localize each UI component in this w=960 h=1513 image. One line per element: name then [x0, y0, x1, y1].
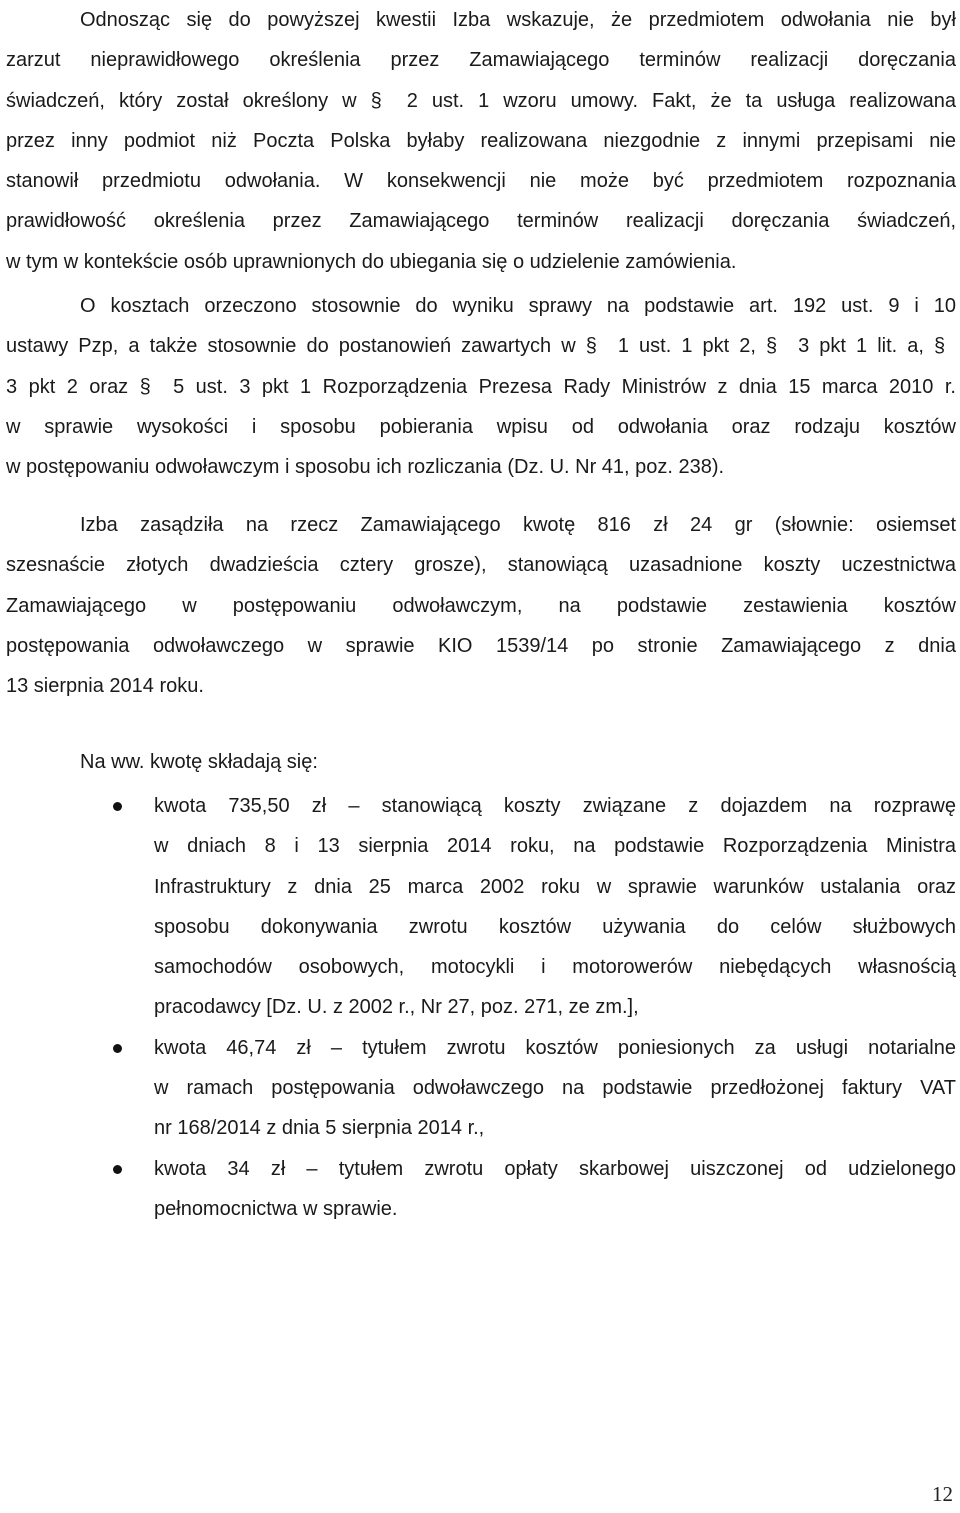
section-sign-icon: §: [934, 335, 946, 358]
text-line: samochodów osobowych, motocykli i motorowerów niebędących własnością: [154, 956, 956, 979]
text-fragment: ustawy Pzp, a także stosownie do postanowień zawartych w: [6, 335, 576, 358]
text-line: Odnosząc się do powyższej kwestii Izba wskazuje, że przedmiotem odwołania nie był: [80, 9, 956, 31]
text-line: Izba zasądziła na rzecz Zamawiającego kwotę 816 zł 24 gr (słownie: osiemset: [80, 514, 956, 536]
text-line: nr 168/2014 z dnia 5 sierpnia 2014 r.,: [154, 1117, 485, 1140]
paragraph-award: [6, 505, 956, 706]
paragraph-costs-basis: [6, 286, 956, 487]
cost-breakdown-list: [6, 786, 956, 1229]
text-fragment: 5 ust. 3 pkt 1 Rozporządzenia Prezesa Rady Ministrów z dnia 15 marca 2010 r.: [173, 375, 956, 398]
bullet-icon: [113, 1165, 122, 1174]
page-number: 12: [932, 1482, 953, 1506]
section-sign-icon: §: [370, 89, 382, 112]
text-line: [6, 326, 956, 366]
text-line: szesnaście złotych dwadzieścia cztery grosze), stanowiącą uzasadnione koszty uczestnictwa: [6, 554, 956, 577]
section-sign-icon: §: [139, 375, 151, 398]
text-fragment: 1 ust. 1 pkt 2,: [617, 335, 756, 358]
list-intro: Na ww. kwotę składają się:: [80, 751, 318, 773]
text-line: w tym w kontekście osób uprawnionych do ubiegania się o udzielenie zamówienia.: [6, 250, 737, 273]
text-fragment: 3 pkt 1 lit. a,: [798, 335, 924, 358]
text-line: kwota 34 zł – tytułem zwrotu opłaty skarbowej uiszczonej od udzielonego: [154, 1157, 956, 1180]
text-line: w ramach postępowania odwoławczego na podstawie przedłożonej faktury VAT: [154, 1077, 956, 1100]
text-line: O kosztach orzeczono stosownie do wyniku sprawy na podstawie art. 192 ust. 9 i 10: [80, 295, 956, 317]
text-line: zarzut nieprawidłowego określenia przez Zamawiającego terminów realizacji doręczania: [6, 49, 956, 72]
text-line: [6, 367, 956, 407]
text-line: pełnomocnictwa w sprawie.: [154, 1197, 398, 1220]
bullet-icon: [113, 1044, 122, 1053]
text-line: kwota 46,74 zł – tytułem zwrotu kosztów poniesionych za usługi notarialne: [154, 1036, 956, 1059]
text-fragment: 3 pkt 2 oraz: [6, 375, 129, 398]
text-line: w postępowaniu odwoławczym i sposobu ich rozliczania (Dz. U. Nr 41, poz. 238).: [6, 456, 725, 479]
text-line: w sprawie wysokości i sposobu pobierania wpisu od odwołania oraz rodzaju kosztów: [6, 415, 956, 438]
text-line: postępowania odwoławczego w sprawie KIO 1539/14 po stronie Zamawiającego z dnia: [6, 634, 956, 657]
section-sign-icon: §: [585, 335, 597, 358]
text-line: kwota 735,50 zł – stanowiącą koszty związane z dojazdem na rozprawę: [154, 795, 956, 817]
text-line: Zamawiającego w postępowaniu odwoławczym, na podstawie zestawienia kosztów: [6, 594, 956, 617]
text-line: Infrastruktury z dnia 25 marca 2002 roku w sprawie warunków ustalania oraz: [154, 875, 956, 898]
text-fragment: 2 ust. 1 wzoru umowy. Fakt, że ta usługa realizowana: [406, 89, 957, 112]
text-line: [6, 81, 956, 121]
list-item: [6, 1028, 956, 1149]
text-line: stanowił przedmiotu odwołania. W konsekwencji nie może być przedmiotem rozpoznania: [6, 170, 956, 193]
paragraph-jurisdiction: [6, 0, 956, 282]
list-item: [6, 1149, 956, 1230]
text-line: pracodawcy [Dz. U. z 2002 r., Nr 27, poz. 271, ze zm.],: [154, 996, 639, 1019]
list-item: [6, 786, 956, 1028]
bullet-icon: [113, 802, 122, 811]
text-fragment: świadczeń, który został określony w: [6, 89, 357, 112]
text-line: sposobu dokonywania zwrotu kosztów używania do celów służbowych: [154, 915, 956, 938]
text-line: w dniach 8 i 13 sierpnia 2014 roku, na podstawie Rozporządzenia Ministra: [154, 835, 956, 858]
text-line: 13 sierpnia 2014 roku.: [6, 675, 204, 698]
text-line: przez inny podmiot niż Poczta Polska byłaby realizowana niezgodnie z innymi przepisami nie: [6, 129, 956, 152]
text-line: prawidłowość określenia przez Zamawiającego terminów realizacji doręczania świadczeń,: [6, 210, 956, 233]
section-sign-icon: §: [766, 335, 778, 358]
